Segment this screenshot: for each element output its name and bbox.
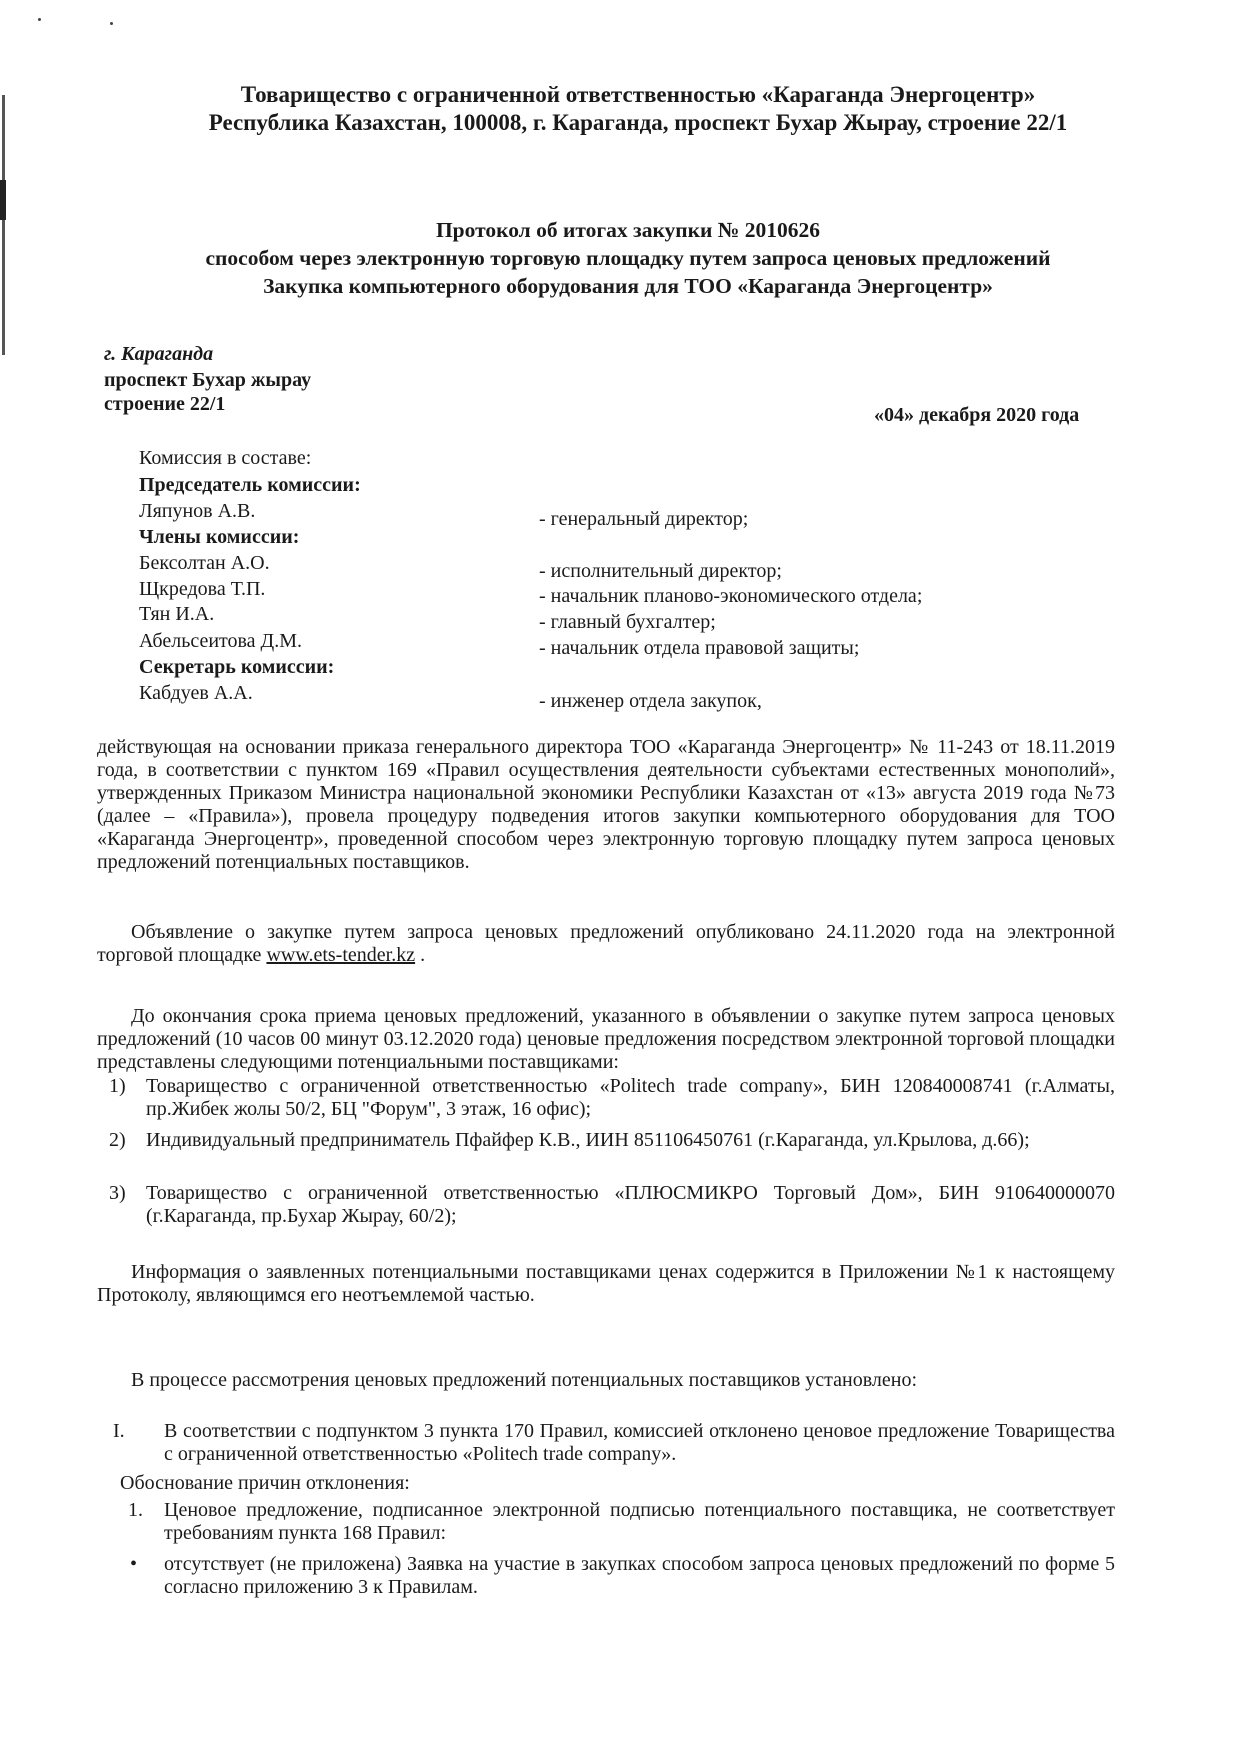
secretary-name: Кабдуев А.А.: [139, 682, 253, 704]
commission-intro: Комиссия в составе:: [139, 447, 312, 469]
supplier-number: 3): [109, 1182, 126, 1204]
scan-edge-mark: [2, 95, 5, 355]
section-text: В соответствии с подпунктом 3 пункта 170 Правил, комиссией отклонено ценовое предложение Товарищества с ограниченной ответственностью «Politech trade company».: [164, 1420, 1115, 1465]
announcement-text: Объявление о закупке путем запроса ценовых предложений опубликовано 24.11.2020 года на электронной торговой площадке: [97, 921, 1115, 966]
scan-edge-mark: [0, 180, 6, 220]
supplier-number: 1): [109, 1075, 126, 1097]
bullet-text: отсутствует (не приложена) Заявка на участие в закупках способом запроса ценовых предложений по форме 5 согласно приложению 3 к Правилам.: [164, 1553, 1115, 1598]
reason-text: Ценовое предложение, подписанное электронной подписью потенциального поставщика, не соответствует требованиям пункта 168 Правил:: [164, 1499, 1115, 1544]
section-number: I.: [113, 1420, 125, 1442]
ets-tender-link[interactable]: www.ets-tender.kz: [266, 944, 416, 966]
members-heading: Члены комиссии:: [139, 526, 300, 548]
review-paragraph: В процессе рассмотрения ценовых предложений потенциальных поставщиков установлено:: [131, 1369, 917, 1391]
announcement-paragraph: [97, 921, 1115, 967]
secretary-role: - инженер отдела закупок,: [539, 690, 762, 712]
member-name: Щкредова Т.П.: [139, 578, 266, 600]
member-name: Тян И.А.: [139, 603, 215, 625]
reason-heading: Обоснование причин отклонения:: [120, 1472, 410, 1494]
place-city: г. Караганда: [104, 343, 214, 365]
secretary-heading: Секретарь комиссии:: [139, 656, 335, 678]
chair-role: - генеральный директор;: [539, 508, 749, 530]
org-name: Товарищество с ограниченной ответственностью «Караганда Энергоцентр»: [240, 82, 1036, 107]
reason-number: 1.: [128, 1499, 143, 1521]
supplier-number: 2): [109, 1129, 126, 1151]
scan-speck: [38, 18, 41, 21]
supplier-item: Индивидуальный предприниматель Пфайфер К.В., ИИН 851106450761 (г.Караганда, ул.Крылова, д.66);: [146, 1129, 1030, 1151]
basis-paragraph: действующая на основании приказа генерального директора ТОО «Караганда Энергоцентр» № 11-243 от 18.11.2019 года, в соответствии с пунктом 169 «Правил осуществления деятельности субъектами естественных монополий», утвержденных Приказом Министра национальной экономики Республики Казахстан от «13» августа 2019 года №73 (далее – «Правила»), провела процедуру подведения итогов закупки компьютерного оборудования для ТОО «Караганда Энергоцентр», проведенной способом через электронную торговую площадку путем запроса ценовых предложений потенциальных поставщиков.: [97, 736, 1115, 873]
protocol-method: способом через электронную торговую площадку путем запроса ценовых предложений: [205, 246, 1051, 270]
protocol-title: Протокол об итогах закупки № 2010626: [435, 218, 821, 242]
announcement-end: .: [415, 944, 426, 966]
member-role: - исполнительный директор;: [539, 560, 782, 582]
protocol-date: «04» декабря 2020 года: [874, 404, 1080, 426]
member-name: Абельсеитова Д.М.: [139, 630, 302, 652]
member-role: - начальник отдела правовой защиты;: [539, 637, 860, 659]
chair-name: Ляпунов А.В.: [139, 500, 256, 522]
chair-heading: Председатель комиссии:: [139, 474, 361, 496]
prices-info-paragraph: Информация о заявленных потенциальными поставщиками ценах содержится в Приложении №1 к настоящему Протоколу, являющимся его неотъемлемой частью.: [97, 1261, 1115, 1306]
org-address: Республика Казахстан, 100008, г. Караганда, проспект Бухар Жырау, строение 22/1: [208, 110, 1068, 135]
member-name: Бексолтан А.О.: [139, 552, 270, 574]
member-role: - начальник планово-экономического отдела;: [539, 585, 923, 607]
scan-speck: [110, 22, 113, 25]
bullet-icon: •: [130, 1553, 138, 1575]
deadline-paragraph: До окончания срока приема ценовых предложений, указанного в объявлении о закупке путем запроса ценовых предложений (10 часов 00 минут 03.12.2020 года) ценовые предложения посредством электронной торговой площадки представлены следующими потенциальными поставщиками:: [97, 1005, 1115, 1073]
place-building: строение 22/1: [104, 393, 226, 415]
supplier-item: Товарищество с ограниченной ответственностью «Politech trade company», БИН 120840008741 (г.Алматы, пр.Жибек жолы 50/2, БЦ "Форум", 3 этаж, 16 офис);: [146, 1075, 1115, 1120]
protocol-subject: Закупка компьютерного оборудования для ТОО «Караганда Энергоцентр»: [263, 274, 993, 298]
place-street: проспект Бухар жырау: [104, 369, 312, 391]
member-role: - главный бухгалтер;: [539, 611, 716, 633]
supplier-item: Товарищество с ограниченной ответственностью «ПЛЮСМИКРО Торговый Дом», БИН 910640000070 (г.Караганда, пр.Бухар Жырау, 60/2);: [146, 1182, 1115, 1227]
